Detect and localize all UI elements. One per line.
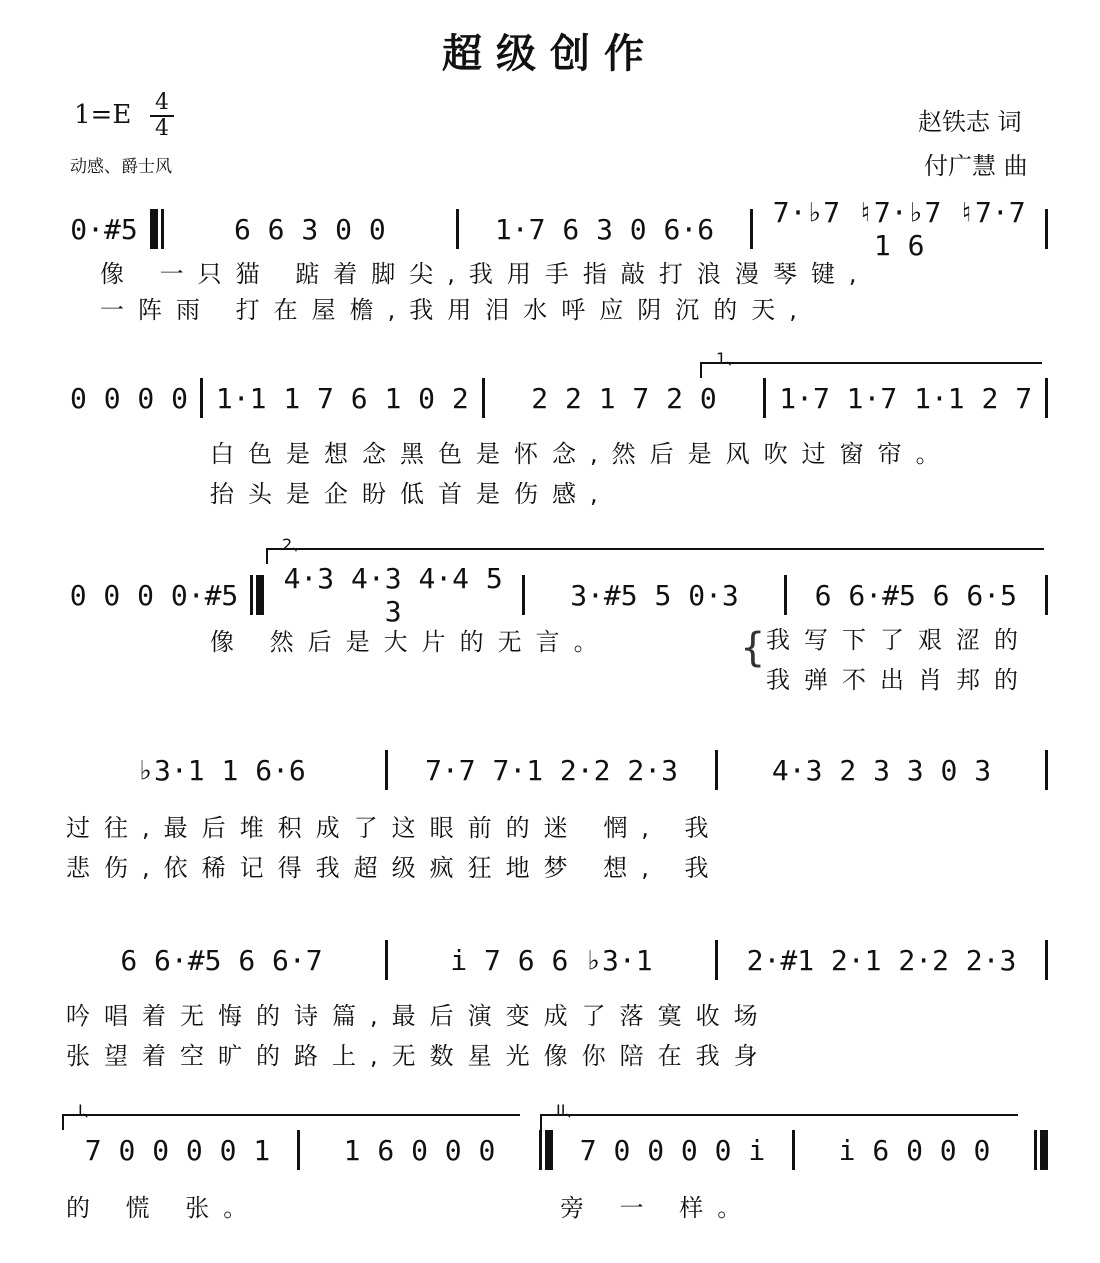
notes: 7 0 0 0 0 i	[579, 1133, 766, 1167]
repeat-end-barline	[250, 575, 264, 615]
notes: i 7 6 6 ♭3·1	[450, 943, 653, 977]
notes: 0 0 0 0	[69, 381, 188, 415]
lyric-verse-1: 我写下了艰涩的	[766, 626, 1032, 654]
notes: 0 0 0 0·#5	[69, 578, 239, 612]
lyric-verse-2: 我弹不出肖邦的	[766, 666, 1032, 694]
volta-bracket	[700, 349, 1042, 378]
lyric-verse-2: 悲伤,依稀记得我超级疯狂地梦 想, 我	[66, 854, 723, 882]
staff-line-1	[58, 196, 1048, 262]
lyric-verse-1: 像 然后是大片的无言。	[210, 628, 612, 656]
notes: 4·3 2 3 3 0 3	[771, 753, 992, 787]
staff-line-6	[58, 1130, 1048, 1170]
volta-bracket	[62, 1101, 520, 1130]
time-signature	[150, 92, 174, 140]
barline	[1045, 209, 1048, 249]
barline	[1045, 750, 1048, 790]
final-barline	[1034, 1130, 1048, 1170]
composer-credit: 付广慧 曲	[924, 152, 1028, 180]
staff-line-5	[58, 940, 1048, 980]
brace-symbol: {	[740, 625, 766, 671]
repeat-start-barline	[150, 209, 164, 249]
staff-line-3	[58, 562, 1048, 628]
measure	[753, 196, 1045, 262]
measure	[58, 213, 150, 246]
page-title: 超级创作	[442, 30, 658, 77]
volta-label: I、	[78, 1101, 99, 1120]
notes: 1·7 6 3 0 6·6	[494, 212, 715, 246]
volta-label: II、	[556, 1101, 582, 1120]
measure	[58, 382, 200, 415]
measure	[388, 754, 715, 787]
style-note: 动感、爵士风	[70, 157, 172, 177]
notes: 6 6·#5 6 6·5	[814, 578, 1017, 612]
barline	[1045, 378, 1048, 418]
measure	[459, 213, 751, 246]
measure	[787, 579, 1045, 612]
lyricist-credit: 赵铁志 词	[918, 108, 1022, 136]
lyric-verse-1: 吟唱着无悔的诗篇,最后演变成了落寞收场	[66, 1002, 772, 1030]
notes: 0·#5	[70, 212, 138, 246]
notes: 7·7 7·1 2·2 2·3	[425, 753, 678, 787]
volta-bracket	[540, 1101, 1018, 1130]
notes: 7·♭7 ♮7·♭7 ♮7·7 1 6	[772, 196, 1026, 262]
measure	[795, 1134, 1034, 1167]
notes: 1·7 1·7 1·1 2 7	[779, 381, 1033, 415]
time-signature-bottom: 4	[155, 116, 169, 141]
notes: 2·#1 2·1 2·2 2·3	[746, 943, 1017, 977]
measure	[553, 1134, 792, 1167]
lyric-verse-2: 抬头是企盼低首是伤感,	[210, 480, 612, 508]
barline	[1045, 940, 1048, 980]
notes: 2 2 1 7 2 0	[531, 381, 717, 415]
measure	[300, 1134, 539, 1167]
measure	[718, 754, 1045, 787]
volta-label: 2、	[282, 535, 309, 554]
lyric-verse-2: 张望着空旷的路上,无数星光像你陪在我身	[66, 1042, 772, 1070]
measure	[388, 944, 715, 977]
measure	[485, 382, 764, 415]
notes: 6 6 3 0 0	[233, 212, 386, 246]
lyric-ending-1: 的 慌 张。	[66, 1194, 262, 1222]
lyric-verse-1: 白色是想念黑色是怀念,然后是风吹过窗帘。	[210, 440, 954, 468]
staff-line-2	[58, 378, 1048, 418]
notes: 7 0 0 0 0 1	[84, 1133, 271, 1167]
measure	[525, 579, 783, 612]
measure	[766, 382, 1045, 415]
lyric-verse-1: 像 一只猫 踮着脚尖,我用手指敲打浪漫琴键,	[100, 260, 871, 288]
notes: 1 6 0 0 0	[343, 1133, 496, 1167]
notes: 3·#5 5 0·3	[570, 578, 739, 612]
measure	[164, 213, 456, 246]
lyric-ending-2: 旁 一 样。	[560, 1194, 756, 1222]
notes: i 6 0 0 0	[838, 1133, 991, 1167]
volta-label: 1、	[716, 349, 743, 368]
measure	[58, 1134, 297, 1167]
time-signature-top: 4	[155, 90, 169, 115]
measure	[264, 562, 522, 628]
notes: 1·1 1 7 6 1 0 2	[215, 381, 469, 415]
staff-line-4	[58, 750, 1048, 790]
measure	[58, 754, 385, 787]
final-barline	[539, 1130, 553, 1170]
barline	[1045, 575, 1048, 615]
key-signature: 1=E	[74, 100, 132, 130]
notes: 4·3 4·3 4·4 5 3	[283, 562, 503, 628]
measure	[718, 944, 1045, 977]
notes: ♭3·1 1 6·6	[137, 753, 306, 787]
lyric-verse-1: 过往,最后堆积成了这眼前的迷 惘, 我	[66, 814, 723, 842]
measure	[203, 382, 482, 415]
measure	[58, 579, 250, 612]
notes: 6 6·#5 6 6·7	[120, 943, 323, 977]
measure	[58, 944, 385, 977]
lyric-verse-2: 一阵雨 打在屋檐,我用泪水呼应阴沉的天,	[100, 296, 811, 324]
